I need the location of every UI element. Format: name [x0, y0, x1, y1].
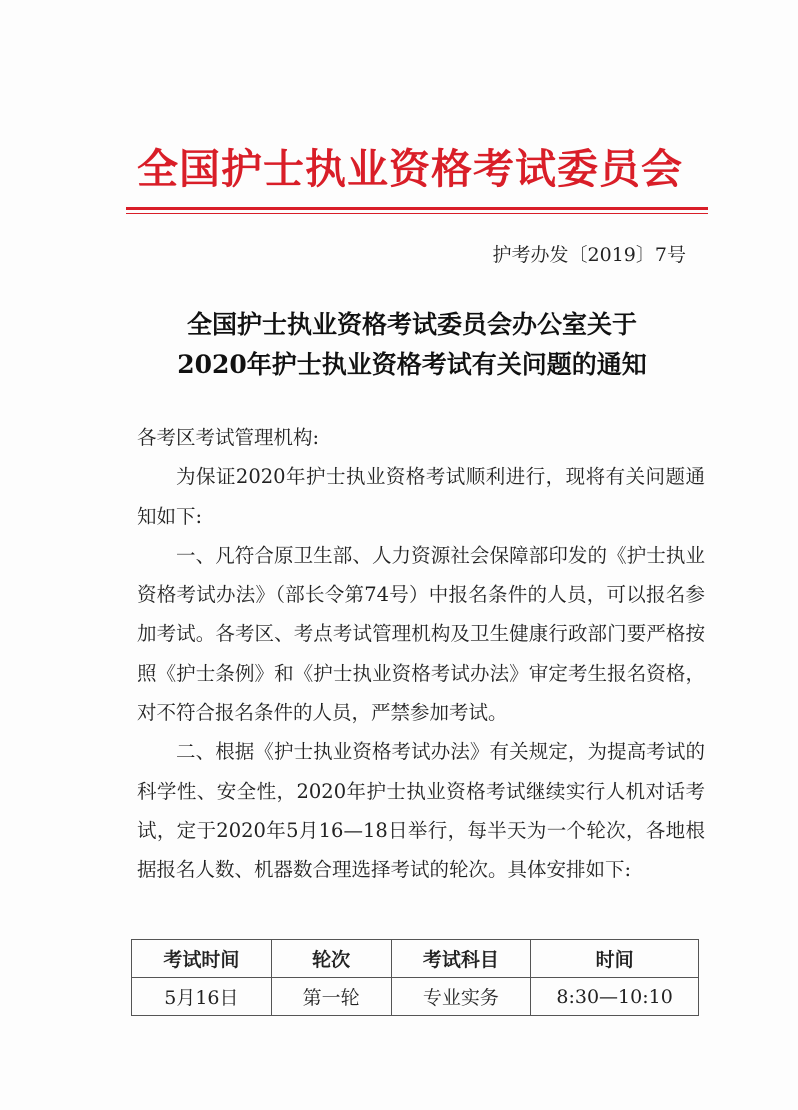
notice-body: [137, 418, 705, 890]
document-number: 护考办发〔2019〕7号: [492, 244, 686, 266]
table-header-row: [132, 940, 699, 978]
exam-schedule-table: [131, 939, 699, 1016]
cell-exam-date: 5月16日: [132, 978, 272, 1016]
notice-title: [120, 305, 704, 385]
issuing-organization-header: 全国护士执业资格考试委员会: [137, 145, 683, 193]
header-exam-date: 考试时间: [132, 940, 272, 978]
header-round: 轮次: [271, 940, 391, 978]
red-divider-thin: [126, 213, 708, 214]
cell-time: 8:30—10:10: [531, 978, 699, 1016]
cell-round: 第一轮: [271, 978, 391, 1016]
intro-paragraph: 为保证2020年护士执业资格考试顺利进行，现将有关问题通知如下:: [137, 465, 705, 528]
red-divider-thick: [126, 207, 708, 210]
cell-subject: 专业实务: [391, 978, 531, 1016]
header-subject: 考试科目: [391, 940, 531, 978]
item-one-paragraph: 一、凡符合原卫生部、人力资源社会保障部印发的《护士执业资格考试办法》（部长令第74号）中报名条件的人员，可以报名参加考试。各考区、考点考试管理机构及卫生健康行政部门要严格按照《护士条例》和《护士执业资格考试办法》审定考生报名资格，对不符合报名条件的人员，严禁参加考试。: [137, 543, 705, 725]
item-two-paragraph: 二、根据《护士执业资格考试办法》有关规定，为提高考试的科学性、安全性，2020年护士执业资格考试继续实行人机对话考试，定于2020年5月16—18日举行，每半天为一个轮次，各地根据报名人数、机器数合理选择考试的轮次。具体安排如下:: [137, 740, 705, 882]
notice-title-line-2: 2020年护士执业资格考试有关问题的通知: [177, 350, 647, 379]
notice-title-line-1: 全国护士执业资格考试委员会办公室关于: [186, 310, 637, 339]
table-row: [132, 978, 699, 1016]
salutation: 各考区考试管理机构:: [137, 426, 320, 449]
header-time: 时间: [531, 940, 699, 978]
